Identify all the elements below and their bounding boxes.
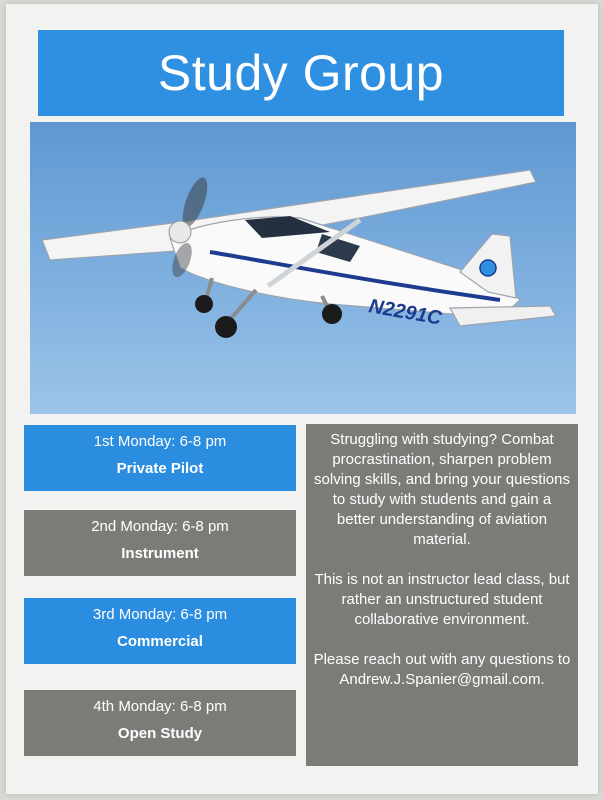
airplane-illustration: [30, 122, 576, 414]
nose-wheel: [195, 295, 213, 313]
info-paragraph-2: This is not an instructor lead class, but rather an unstructured student collaborative environment.: [314, 571, 570, 628]
airplane-photo: [30, 122, 576, 414]
session-card-3: [24, 598, 296, 664]
session-time: 1st Monday: 6-8 pm: [93, 433, 227, 450]
flyer-title-text: Study Group: [157, 45, 445, 101]
main-wheel-right: [322, 304, 342, 324]
session-time: 3rd Monday: 6-8 pm: [92, 606, 228, 623]
session-card-2: [24, 510, 296, 576]
main-wheel: [215, 316, 237, 338]
propeller-spinner: [169, 221, 191, 243]
session-topic: Commercial: [117, 633, 203, 650]
session-time: 2nd Monday: 6-8 pm: [91, 518, 229, 535]
session-topic: Private Pilot: [116, 460, 204, 477]
session-card-1: [24, 425, 296, 491]
flyer-title: [38, 30, 564, 116]
tail-logo: [480, 260, 496, 276]
session-topic: Instrument: [121, 545, 199, 562]
info-paragraph-1: Struggling with studying? Combat procrastination, sharpen problem solving skills, and bring your questions to study with students and gain a better understanding of aviation material.: [314, 431, 570, 548]
tail-number: N2291C: [367, 295, 444, 330]
session-topic: Open Study: [117, 725, 203, 742]
session-card-4: [24, 690, 296, 756]
info-panel: [306, 424, 578, 766]
info-paragraph-3: Please reach out with any questions to Andrew.J.Spanier@gmail.com.: [313, 651, 571, 688]
airplane-stabilizer: [450, 306, 556, 326]
session-time: 4th Monday: 6-8 pm: [93, 698, 227, 715]
